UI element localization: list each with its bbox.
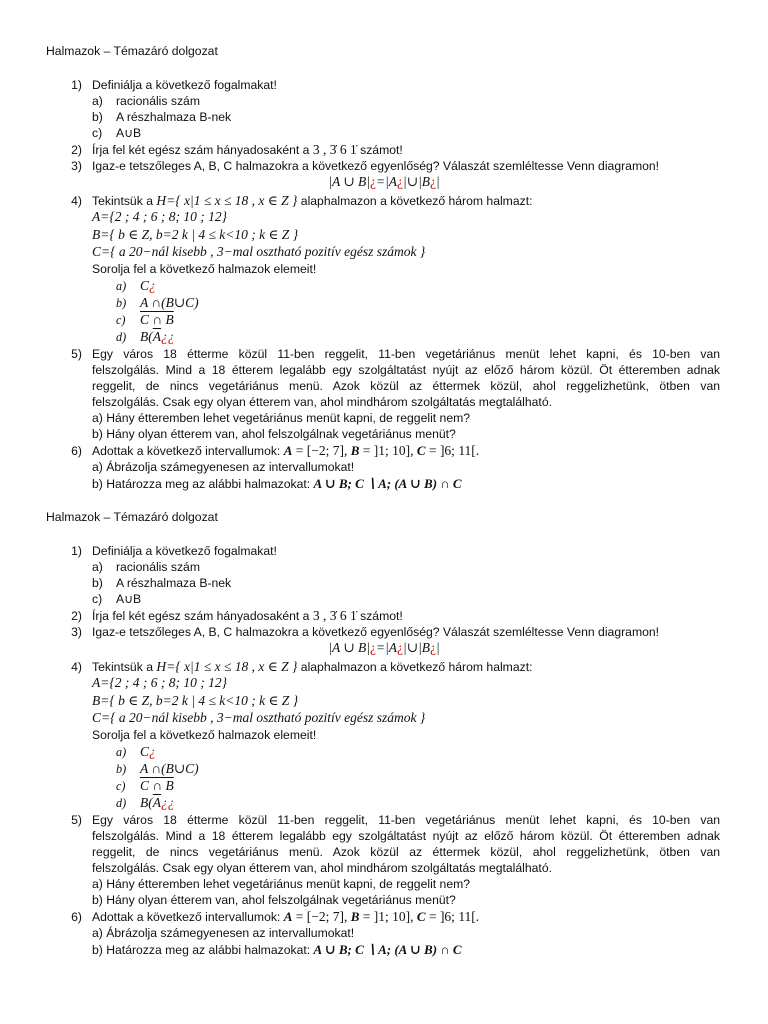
question-4-pre: Tekintsük a — [92, 194, 157, 208]
question-5a: a) Hány étteremben lehet vegetáriánus menüt kapni, de reggelit nem? — [92, 877, 471, 891]
item-label: a) — [116, 745, 127, 759]
interval-a-name: A — [283, 909, 293, 924]
question-6b-pre: b) Határozza meg az alábbi halmazokat: — [92, 943, 314, 957]
question-2-post: számot! — [356, 143, 403, 157]
question-1b: A részhalmaza B-nek — [116, 110, 232, 124]
interval-a-name: A — [283, 443, 293, 458]
eq-error-glyph: ¿ — [369, 174, 376, 189]
item-label: b) — [92, 110, 103, 124]
item-label: c) — [92, 126, 103, 140]
eq-error-glyph: ¿ — [397, 640, 404, 655]
test-title: Halmazok – Témazáró dolgozat — [46, 510, 218, 524]
question-4a — [140, 278, 156, 294]
question-4d — [140, 329, 175, 345]
question-4-list: Sorolja fel a következő halmazok elemeit! — [92, 262, 317, 276]
question-6-pre: Adottak a következő intervallumok: — [92, 910, 284, 924]
question-4-post: alaphalmazon a következő három halmazt: — [297, 660, 533, 674]
set-h: H={ x|1 ≤ x ≤ 18 , x ∈ Z } — [156, 193, 298, 208]
question-number: 6) — [71, 444, 82, 458]
set-c: C={ a 20−nál kisebb , 3−mal osztható pozitív egész számok } — [92, 244, 426, 259]
question-6b-sets: A ∪ B; C ∖ A; (A ∪ B) ∩ C — [313, 942, 462, 957]
question-6a: a) Ábrázolja számegyenesen az intervallumokat! — [92, 460, 355, 474]
question-number: 2) — [71, 609, 82, 623]
question-number: 1) — [71, 78, 82, 92]
eq-part: | — [436, 174, 440, 189]
interval-c-name: C — [416, 443, 426, 458]
question-2-post: számot! — [356, 609, 403, 623]
question-number: 2) — [71, 143, 82, 157]
eq-error-glyph: ¿¿ — [161, 795, 175, 810]
question-6a: a) Ábrázolja számegyenesen az intervallumokat! — [92, 926, 355, 940]
eq-part: |∪|B — [403, 640, 431, 655]
interval-c-name: C — [416, 909, 426, 924]
interval-c: = ]6; 11[. — [425, 909, 480, 924]
eq-part: |A ∪ B| — [328, 174, 370, 189]
question-2-text — [92, 608, 403, 624]
eq-part: |∪|B — [403, 174, 431, 189]
question-6b — [92, 476, 462, 492]
question-2-number: 3 , 3̇ 6 1̇ — [312, 608, 357, 623]
eq-part: |A ∪ B| — [328, 640, 370, 655]
question-number: 5) — [71, 813, 82, 827]
question-5b: b) Hány olyan étterem van, ahol felszolgálnak vegetáriánus menüt? — [92, 893, 456, 907]
item-label: c) — [116, 779, 126, 793]
interval-b: = ]1; 10], — [359, 909, 417, 924]
item-label: a) — [92, 560, 103, 574]
item-label: d) — [116, 796, 127, 810]
question-4-text — [92, 659, 532, 675]
question-1a: racionális szám — [116, 94, 200, 108]
interval-c: = ]6; 11[. — [425, 443, 480, 458]
question-5-line-1: Egy város 18 étterme közül 11-ben reggelit, 11-ben vegetáriánus menüt lehet kapni, és 10-ben van — [92, 347, 720, 361]
question-number: 3) — [71, 159, 82, 173]
question-6-pre: Adottak a következő intervallumok: — [92, 444, 284, 458]
question-2-number: 3 , 3̇ 6 1̇ — [312, 142, 357, 157]
question-4-text — [92, 193, 532, 209]
math-expr: C — [140, 278, 150, 293]
question-3-equation — [0, 640, 768, 656]
question-number: 6) — [71, 910, 82, 924]
question-5-line-2: felszolgálás. Mind a 18 étterem legalább egy szolgáltatást nyújt az előző három közül. Öt étteremben adnak — [92, 829, 720, 843]
question-1b: A részhalmaza B-nek — [116, 576, 232, 590]
question-6b-sets: A ∪ B; C ∖ A; (A ∪ B) ∩ C — [313, 476, 462, 491]
question-number: 1) — [71, 544, 82, 558]
question-1c: A∪B — [116, 592, 142, 606]
question-5a: a) Hány étteremben lehet vegetáriánus menüt kapni, de reggelit nem? — [92, 411, 471, 425]
item-label: b) — [116, 762, 127, 776]
interval-a: = [−2; 7], — [292, 909, 351, 924]
question-2-pre: Írja fel két egész szám hányadosaként a — [92, 143, 313, 157]
question-2-pre: Írja fel két egész szám hányadosaként a — [92, 609, 313, 623]
eq-error-glyph: ¿ — [149, 744, 156, 759]
eq-error-glyph: ¿ — [397, 174, 404, 189]
item-label: a) — [116, 279, 127, 293]
math-expr: B( — [140, 795, 153, 810]
set-b: B={ b ∈ Z, b=2 k | 4 ≤ k<10 ; k ∈ Z } — [92, 227, 299, 242]
eq-error-glyph: ¿ — [430, 640, 437, 655]
math-expr: B( — [140, 329, 153, 344]
question-2-text — [92, 142, 403, 158]
math-expr-overlined: $\overline{A}$ — [152, 329, 161, 344]
question-5-line-4: felszolgálás. Csak egy olyan étterem van, ahol mindhárom szolgáltatás megtalálható. — [92, 861, 552, 875]
question-1a: racionális szám — [116, 560, 200, 574]
question-3-equation — [0, 174, 768, 190]
set-a: A={2 ; 4 ; 6 ; 8; 10 ; 12} — [92, 209, 228, 224]
question-number: 4) — [71, 660, 82, 674]
eq-error-glyph: ¿ — [149, 278, 156, 293]
question-5b: b) Hány olyan étterem van, ahol felszolgálnak vegetáriánus menüt? — [92, 427, 456, 441]
question-4-post: alaphalmazon a következő három halmazt: — [297, 194, 533, 208]
set-a: A={2 ; 4 ; 6 ; 8; 10 ; 12} — [92, 675, 228, 690]
question-6b — [92, 942, 462, 958]
question-number: 3) — [71, 625, 82, 639]
math-expr: C — [140, 744, 150, 759]
question-5-line-1: Egy város 18 étterme közül 11-ben reggelit, 11-ben vegetáriánus menüt lehet kapni, és 10-ben van — [92, 813, 720, 827]
eq-error-glyph: ¿ — [369, 640, 376, 655]
eq-error-glyph: ¿¿ — [161, 329, 175, 344]
question-4c: C ∩ B — [140, 778, 174, 793]
question-6-text — [92, 909, 479, 925]
question-4b: A ∩(B∪C) — [140, 295, 199, 310]
item-label: b) — [116, 296, 127, 310]
eq-error-glyph: ¿ — [430, 174, 437, 189]
question-5-line-2: felszolgálás. Mind a 18 étterem legalább egy szolgáltatást nyújt az előző három közül. Öt étteremben adnak — [92, 363, 720, 377]
item-label: c) — [92, 592, 103, 606]
question-4a — [140, 744, 156, 760]
question-4d — [140, 795, 175, 811]
question-6b-pre: b) Határozza meg az alábbi halmazokat: — [92, 477, 314, 491]
item-label: d) — [116, 330, 127, 344]
item-label: b) — [92, 576, 103, 590]
question-4c: C ∩ B — [140, 312, 174, 327]
eq-part: =|A — [375, 640, 398, 655]
eq-part: | — [436, 640, 440, 655]
question-3-text: Igaz-e tetszőleges A, B, C halmazokra a következő egyenlőség? Válaszát szemléltesse Venn diagramon! — [92, 159, 660, 173]
interval-b: = ]1; 10], — [359, 443, 417, 458]
question-number: 4) — [71, 194, 82, 208]
question-4-pre: Tekintsük a — [92, 660, 157, 674]
interval-b-name: B — [350, 909, 360, 924]
question-4-list: Sorolja fel a következő halmazok elemeit! — [92, 728, 317, 742]
set-b: B={ b ∈ Z, b=2 k | 4 ≤ k<10 ; k ∈ Z } — [92, 693, 299, 708]
question-4b: A ∩(B∪C) — [140, 761, 199, 776]
interval-a: = [−2; 7], — [292, 443, 351, 458]
question-3-text: Igaz-e tetszőleges A, B, C halmazokra a következő egyenlőség? Válaszát szemléltesse Venn diagramon! — [92, 625, 660, 639]
interval-b-name: B — [350, 443, 360, 458]
question-1-text: Definiálja a következő fogalmakat! — [92, 544, 277, 558]
question-5-line-3: reggelit, de nincs vegetáriánus menü. Azok közül az éttermek közül, ahol reggelizhetünk, ötben van — [92, 379, 720, 393]
eq-part: =|A — [375, 174, 398, 189]
question-6-text — [92, 443, 479, 459]
test-title: Halmazok – Témazáró dolgozat — [46, 44, 218, 58]
question-number: 5) — [71, 347, 82, 361]
set-h: H={ x|1 ≤ x ≤ 18 , x ∈ Z } — [156, 659, 298, 674]
set-c: C={ a 20−nál kisebb , 3−mal osztható pozitív egész számok } — [92, 710, 426, 725]
item-label: c) — [116, 313, 126, 327]
question-5-line-3: reggelit, de nincs vegetáriánus menü. Azok közül az éttermek közül, ahol reggelizhetünk, ötben van — [92, 845, 720, 859]
math-expr-overlined: $\overline{A}$ — [152, 795, 161, 810]
item-label: a) — [92, 94, 103, 108]
question-1-text: Definiálja a következő fogalmakat! — [92, 78, 277, 92]
question-5-line-4: felszolgálás. Csak egy olyan étterem van, ahol mindhárom szolgáltatás megtalálható. — [92, 395, 552, 409]
question-1c: A∪B — [116, 126, 142, 140]
